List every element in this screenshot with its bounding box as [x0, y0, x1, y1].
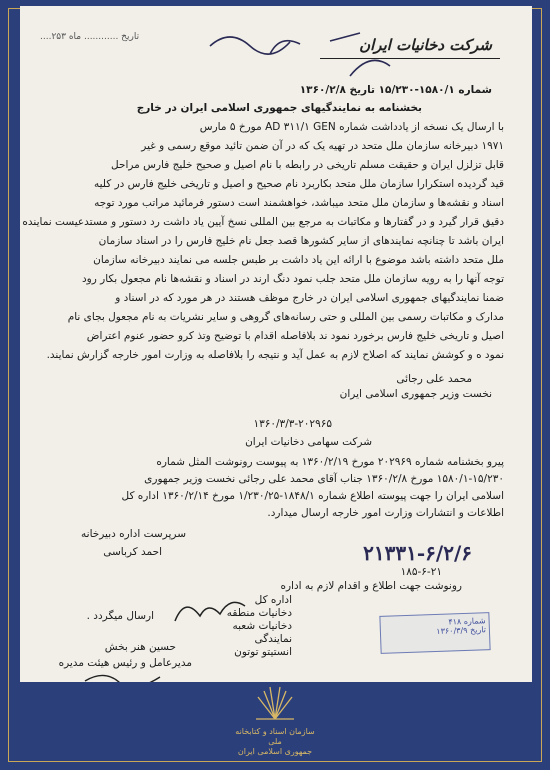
body-line: ایران باشد تا چنانچه نمایندهای از سایر کشورها قصد جعل نام خلیج فارس را در اسناد سازمان	[98, 235, 504, 247]
body-line: ملل متحد داشته باشد موضوع با ارائه این یاد داشت بر طبس جلسه می نمایند دبیرخانه سازمان	[93, 254, 504, 266]
signer-title: نخست وزیر جمهوری اسلامی ایران	[339, 388, 492, 400]
document-paper	[20, 6, 532, 682]
body-line: توجه آنها را به رویه سازمان ملل متحد جلب نمود دنگ ارند در اسناد و نقشه‌ها نام مجعول بکار رود	[81, 273, 504, 285]
second-ref: ۱۳۶۰/۳/۳-۲۰۲۹۶۵	[253, 418, 332, 430]
stamp-date: تاریخ ۱۳۶۰/۳/۹	[436, 625, 487, 636]
receipt-stamp	[379, 612, 490, 654]
head-name: احمد کرباسی	[103, 546, 162, 558]
library-logo	[233, 683, 317, 767]
logo-line2: جمهوری اسلامی ایران	[237, 747, 313, 756]
letter-number: شماره ۱۵۸۰/۱-۱۵/۲۳۰ تاریخ ۱۳۶۰/۲/۸	[299, 84, 492, 96]
copy-item: انستیتو توتون	[234, 646, 292, 658]
body-line: اسناد و نقشه‌ها و سازمان ملل متحد میباشد، خواهشمند است دستور فرمائید مراتب مورد توجه	[94, 197, 504, 209]
second-company: شرکت سهامی دخانیات ایران	[245, 436, 372, 448]
body-line: با ارسال یک نسخه از یادداشت شماره AD ۳۱۱/۱ GEN مورخ ۵ مارس	[199, 121, 504, 133]
company-letterhead: شرکت دخانیات ایران	[359, 36, 492, 54]
body-line: قید گردیده استکرارا سازمان ملل متحد بکاربرد نام صحیح و اصیل و تاریخی خلیج فارس در کلیه	[93, 178, 504, 190]
copy-item: نمایندگی	[254, 633, 292, 645]
second-line: اسلامی ایران را جهت پیوسته اطلاع شماره ۱۸۴۸/۱-۱/۲۳۰/۲۵ مورخ ۱۳۶۰/۲/۱۴ اداره کل	[121, 490, 504, 502]
sender-note: ارسال میگردد .	[86, 610, 154, 622]
sub-number: ۱۸۵-۶-۲۱	[400, 566, 442, 578]
signature	[170, 591, 250, 631]
footer-sign-title: مدیرعامل و رئیس هیئت مدیره	[58, 657, 192, 669]
handwritten-number: ۲۱۳۳۱-۶/۲/۶	[363, 541, 472, 565]
head-title: سرپرست اداره دبیرخانه	[81, 528, 186, 540]
body-line: ۱۹۷۱ دبیرخانه سازمان ملل متحد در تهیه یک که در آن ضمن تائید موقع رسمی و غیر	[141, 140, 504, 152]
logo-line1: سازمان اسناد و کتابخانه ملی	[235, 727, 315, 746]
copy-item: دخانیات منطقه	[226, 607, 292, 619]
body-line: نمود ه و کوشش نمایند که اصلاح لازم به عمل آید و نتیجه را بلافاصله به وزارت امور خارجه گزارش نمایند.	[46, 349, 504, 361]
body-line: ضمنا نمایندگیهای جمهوری اسلامی ایران در خارج موظف هستند در هر مورد که در اسناد و	[115, 292, 504, 304]
body-line: اصیل و تاریخی خلیج فارس برخورد نمود ند بلافاصله اقدام با توضیح وتذ کرو حضور عنوم اعتراض	[86, 330, 504, 342]
signer-name: محمد علی رجائی	[396, 373, 472, 385]
body-line: مدارک و مکاتبات رسمی بین المللی و حتی رسانه‌های گروهی و سایر نشریات به نام مجعول بجای نام	[67, 311, 504, 323]
second-line: ۱۵۸۰/۱-۱۵/۲۳۰ مورخ ۱۳۶۰/۲/۸ جناب آقای محمد علی رجائی نخست وزیر جمهوری	[144, 473, 504, 485]
stamp-number: شماره ۴۱۸	[448, 616, 486, 627]
body-line: بخشنامه به نمایندگیهای جمهوری اسلامی ایران در خارج	[136, 102, 422, 114]
second-line: اطلاعات و انتشارات وزارت امور خارجه ارسال میدارد.	[267, 507, 504, 519]
second-line: پیرو بخشنامه شماره ۲۰۲۹۶۹ مورخ ۱۳۶۰/۲/۱۹ به پیوست رونوشت المثل شماره	[156, 456, 504, 468]
body-line: قابل تزلزل ایران و حقیقت مسلم تاریخی در رابطه با نام اصیل و صحیح خلیج فارس مراحل	[111, 159, 504, 171]
date-field: تاریخ ............ ماه ۲۵۳....	[40, 32, 140, 42]
book-fan-icon	[252, 683, 298, 723]
footer-signature	[80, 666, 170, 682]
body-line: دقیق قرار گیرد و در گفتارها و مکاتبات به مرجع بین المللی نسخ آیین یاد داشت رد دستور و مستدعیست نماینده	[22, 216, 504, 228]
copy-item: اداره کل	[254, 594, 292, 606]
footer-sign-name: حسین هنر بخش	[104, 641, 176, 653]
copy-note-title: رونوشت جهت اطلاع و اقدام لازم به اداره	[280, 580, 462, 592]
handwritten-annotation	[200, 16, 420, 86]
copy-item: دخانیات شعبه	[232, 620, 292, 632]
